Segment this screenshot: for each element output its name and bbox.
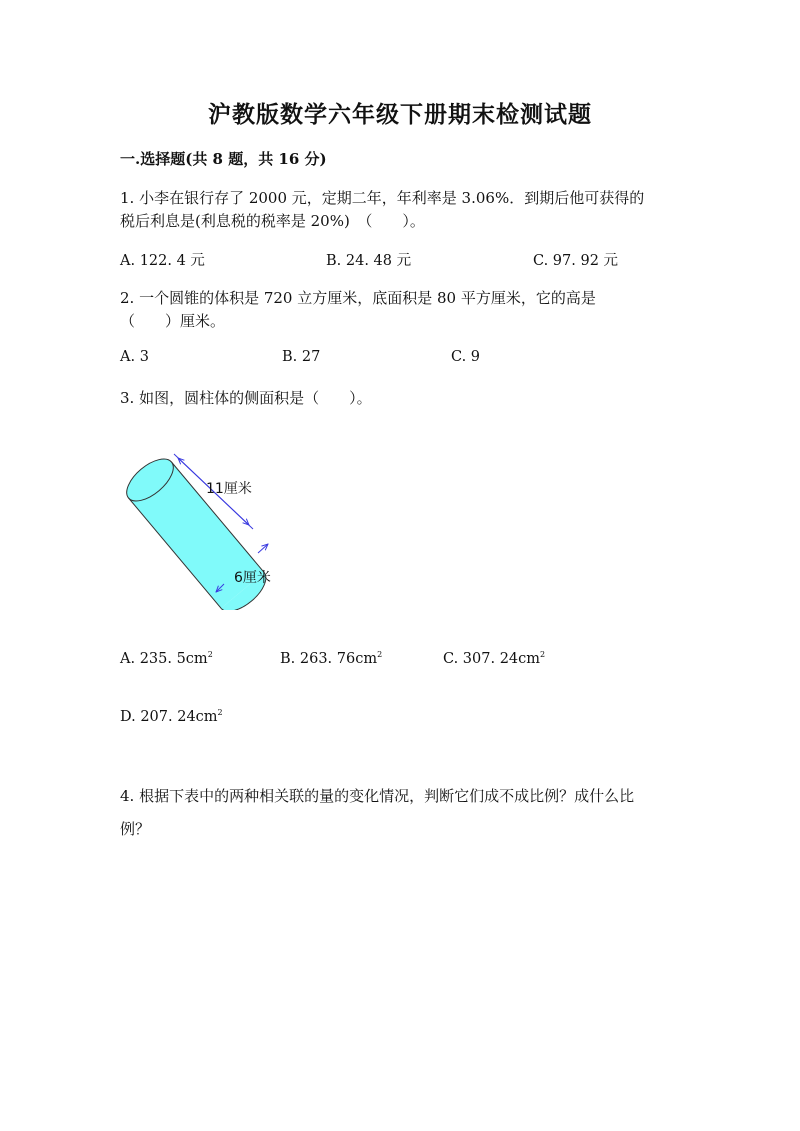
cylinder-figure bbox=[110, 440, 310, 610]
question-3-option-c: C. 307. $24cm^2$ bbox=[443, 650, 546, 667]
question-2-option-b: B. 27 bbox=[282, 349, 321, 365]
diameter-label: 6厘米 bbox=[234, 570, 271, 586]
question-1-line-2: 税后利息是(利息税的税率是 20%) （ ）。 bbox=[120, 212, 425, 230]
question-2-line-1: 2. 一个圆锥的体积是 720 立方厘米，底面积是 80 平方厘米，它的高是 bbox=[120, 289, 596, 307]
question-1-option-b: B. 24. 48 元 bbox=[326, 253, 412, 269]
section-heading-choice: 一.选择题(共 8 题，共 16 分) bbox=[120, 150, 327, 168]
question-2-line-2: （ ）厘米。 bbox=[120, 312, 226, 330]
question-2-option-c: C. 9 bbox=[451, 349, 481, 365]
question-2-option-a: A. 3 bbox=[120, 349, 149, 365]
question-1-option-c: C. 97. 92 元 bbox=[533, 253, 619, 269]
length-label: 11厘米 bbox=[206, 481, 252, 497]
question-3-option-a: A. 235. $5cm^2$ bbox=[120, 650, 213, 667]
question-4-line-2: 例？ bbox=[120, 820, 151, 838]
question-3-option-d: D. 207. $24cm^2$ bbox=[120, 708, 223, 725]
diameter-arrow-top bbox=[258, 544, 268, 553]
question-1-option-a: A. 122. 4 元 bbox=[120, 253, 205, 269]
question-4-line-1: 4. 根据下表中的两种相关联的量的变化情况，判断它们成不成比例？成什么比 bbox=[120, 787, 635, 805]
page-title: 沪教版数学六年级下册期末检测试题 bbox=[208, 101, 592, 128]
question-1-line-1: 1. 小李在银行存了 2000 元，定期二年，年利率是 3.06%．到期后他可获得的 bbox=[120, 189, 645, 207]
question-3-option-b: B. 263. $76cm^2$ bbox=[280, 650, 383, 667]
question-3-line-1: 3. 如图，圆柱体的侧面积是（ ）。 bbox=[120, 389, 372, 407]
